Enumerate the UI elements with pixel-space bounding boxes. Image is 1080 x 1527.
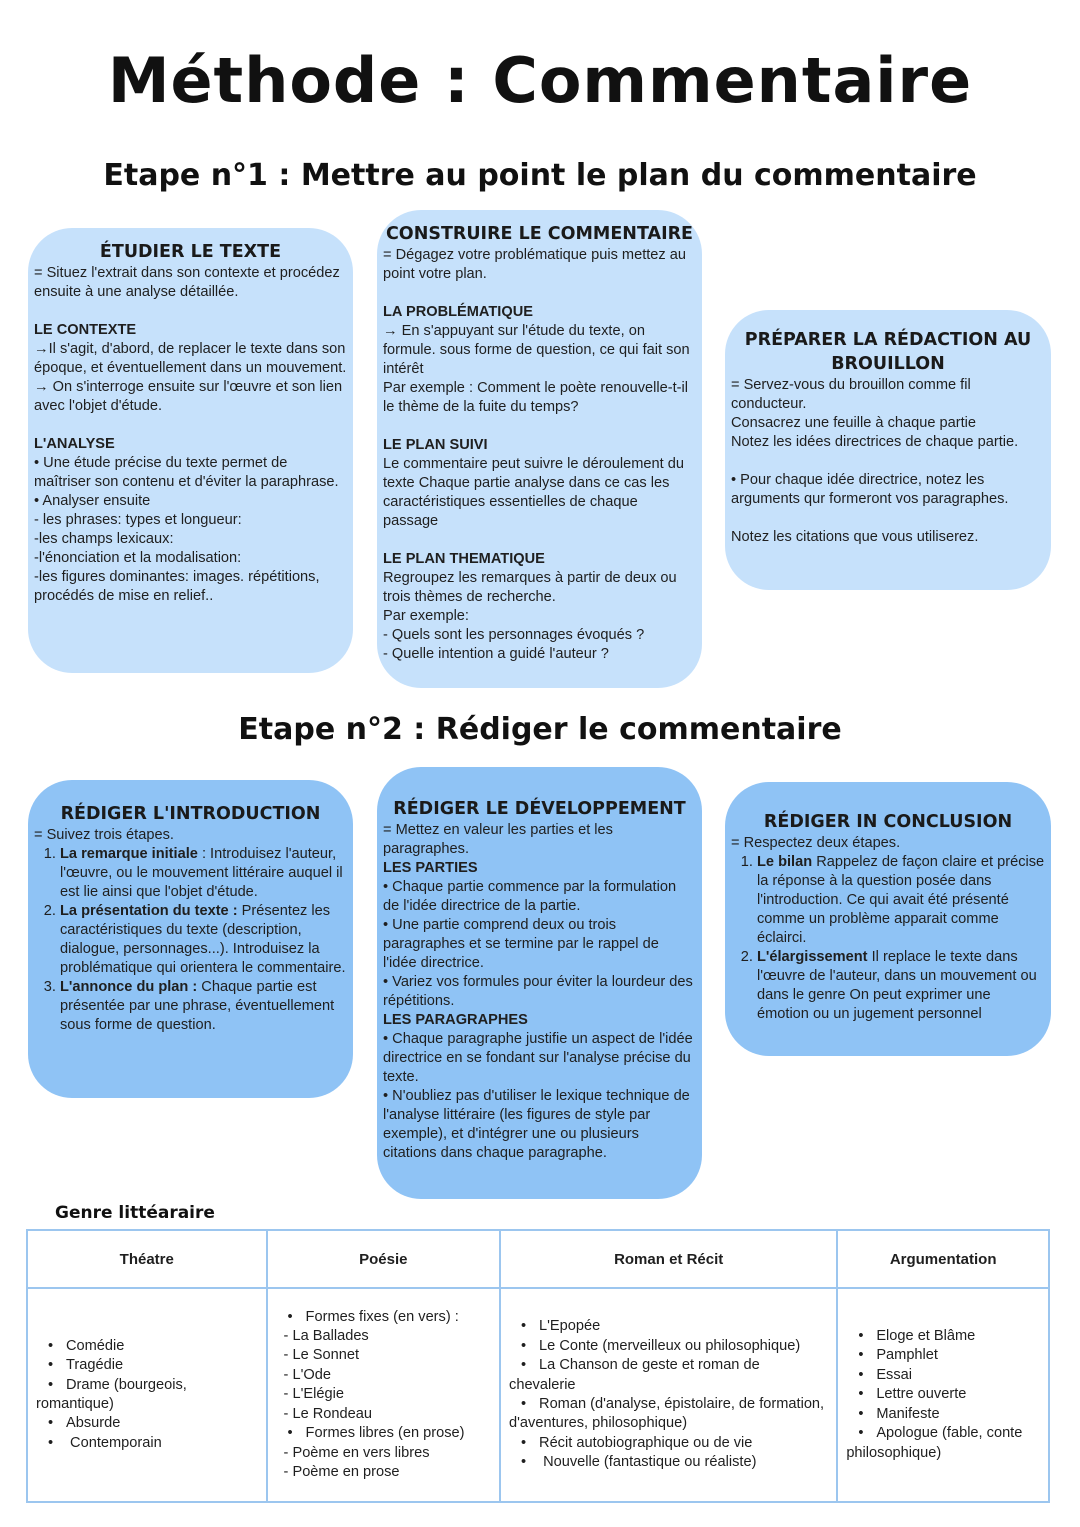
list-item [757, 948, 1045, 1024]
list-item: • Roman (d'analyse, épistolaire, de formation, d'aventures, philosophique) [509, 1395, 828, 1434]
table-row [27, 1288, 1049, 1502]
column-header: Roman et Récit [500, 1230, 837, 1288]
card-text: • Variez vos formules pour éviter la lourdeur des répétitions. [383, 974, 693, 1009]
card-heading: ÉTUDIER LE TEXTE [99, 242, 282, 262]
list-item: • L'Epopée [509, 1317, 828, 1336]
list-item: - L'Ode [283, 1366, 331, 1383]
item-bold: L'annonce du plan : [60, 979, 198, 995]
item-bold: La remarque initiale [60, 846, 198, 862]
card-heading: RÉDIGER IN CONCLUSION [763, 812, 1013, 832]
list-item: • Drame (bourgeois, romantique) [36, 1376, 258, 1415]
section-title: LA PROBLÉMATIQUE [383, 304, 533, 320]
card-text: Notez les idées directrices de chaque partie. [731, 434, 1019, 450]
list-item: - Le Rondeau [283, 1405, 372, 1422]
section-title: LES PARTIES [383, 860, 478, 876]
card-heading: RÉDIGER L'INTRODUCTION [60, 804, 321, 824]
card-heading: RÉDIGER LE DÉVELOPPEMENT [393, 799, 686, 819]
card-construire-le-commentaire [377, 210, 702, 688]
list-item: • Nouvelle (fantastique ou réaliste) [509, 1453, 828, 1472]
genre-table-label: Genre littéaraire [55, 1203, 215, 1223]
card-text: Par exemple: [383, 608, 469, 624]
list-item [60, 845, 347, 902]
list-item: - La Ballades [283, 1328, 369, 1345]
list-item: • Comédie [36, 1337, 258, 1356]
page-title: Méthode : Commentaire [107, 44, 973, 117]
card-text: -les champs lexicaux: [34, 531, 174, 547]
section-title: LE PLAN THEMATIQUE [383, 551, 545, 567]
card-text: • Analyser ensuite [34, 493, 151, 509]
card-text: Notez les citations que vous utiliserez. [731, 529, 979, 545]
item-text: : Introduisez l'auteur, l'œuvre, ou le mouvement littéraire auquel il est lie ainsi que l'objet d'étude. [60, 846, 343, 900]
card-text: Le commentaire peut suivre le déroulement du texte Chaque partie analyse dans ce cas les caractéristiques essentielles de chaque passage [383, 456, 684, 529]
card-text: = Servez-vous du brouillon comme fil conducteur. [731, 377, 971, 412]
item-text: Il replace le texte dans l'œuvre de l'auteur, dans un mouvement ou dans le genre On peut exprimer une émotion ou un jugement personnel [757, 949, 1037, 1022]
list-item: - Le Sonnet [283, 1347, 360, 1364]
table-cell-theatre [27, 1288, 267, 1502]
card-text: • Une étude précise du texte permet de maîtriser son contenu et d'éviter la paraphrase. [34, 455, 339, 490]
section-title: L'ANALYSE [34, 436, 115, 452]
list-item: • La Chanson de geste et roman de chevalerie [509, 1356, 828, 1395]
list-item: • Récit autobiographique ou de vie [509, 1434, 828, 1453]
card-text: - Quelle intention a guidé l'auteur ? [383, 646, 609, 662]
list-item: • Pamphlet [846, 1346, 1040, 1365]
column-header: Poésie [267, 1230, 500, 1288]
item-bold: L'élargissement [757, 949, 868, 965]
card-intro: = Dégagez votre problématique puis mettez au point votre plan. [383, 247, 686, 282]
card-rediger-conclusion [725, 782, 1051, 1056]
list-item: • Formes libres (en prose) [276, 1424, 491, 1443]
card-text: -les figures dominantes: images. répétitions, procédés de mise en relief.. [34, 569, 320, 604]
list-item: • Essai [846, 1366, 1040, 1385]
list-item [757, 853, 1045, 948]
card-text: Regroupez les remarques à partir de deux ou trois thèmes de recherche. [383, 570, 677, 605]
card-text: - les phrases: types et longueur: [34, 512, 242, 528]
item-text: Rappelez de façon claire et précise la réponse à la question posée dans l'introduction. Ce qui avait été présenté comme un problème apparait comme éclairci. [757, 854, 1045, 946]
step1-title: Etape n°1 : Mettre au point le plan du commentaire [103, 158, 977, 193]
item-text: Présentez les caractéristiques du texte (description, dialogue, personnages...). Introduisez la problématique qui orientera le commentaire. [60, 903, 346, 976]
card-text: • N'oubliez pas d'utiliser le lexique technique de l'analyse littéraire (les figures de style par exemple), et d'intégrer une ou plusieurs citations dans chaque paragraphe. [383, 1088, 690, 1161]
genre-table [26, 1229, 1050, 1503]
card-rediger-introduction [28, 780, 353, 1098]
column-header: Théatre [27, 1230, 267, 1288]
list-item [60, 902, 347, 978]
item-text: Chaque partie est présentée par une phrase, éventuellement sous forme de question. [60, 979, 335, 1033]
card-text: • Pour chaque idée directrice, notez les arguments qur formeront vos paragraphes. [731, 472, 1009, 507]
table-cell-roman [500, 1288, 837, 1502]
step2-title: Etape n°2 : Rédiger le commentaire [238, 712, 842, 747]
card-text: Par exemple : Comment le poète renouvelle-t-il le thème de la fuite du temps? [383, 380, 688, 415]
list-item: - Poème en vers libres [283, 1444, 430, 1461]
list-item: • Lettre ouverte [846, 1385, 1040, 1404]
list-item: • Manifeste [846, 1405, 1040, 1424]
card-heading: CONSTRUIRE LE COMMENTAIRE [385, 224, 694, 244]
section-title: LE PLAN SUIVI [383, 437, 488, 453]
card-intro: = Situez l'extrait dans son contexte et procédez ensuite à une analyse détaillée. [34, 265, 340, 300]
section-title: LE CONTEXTE [34, 322, 137, 338]
card-text: Consacrez une feuille à chaque partie [731, 415, 977, 431]
card-etudier-le-texte [28, 228, 353, 673]
card-preparer-la-redaction [725, 310, 1051, 590]
list-item: • Apologue (fable, conte philosophique) [846, 1424, 1040, 1463]
section-title: LES PARAGRAPHES [383, 1012, 528, 1028]
card-intro: = Mettez en valeur les parties et les paragraphes. [383, 822, 613, 857]
card-text: → On s'interroge ensuite sur l'œuvre et son lien avec l'objet d'étude. [34, 379, 343, 414]
list-item: - L'Elégie [283, 1386, 344, 1403]
card-rediger-developpement [377, 767, 702, 1199]
list-item: • Contemporain [36, 1434, 258, 1453]
card-text: -l'énonciation et la modalisation: [34, 550, 242, 566]
card-text: • Une partie comprend deux ou trois paragraphes et se termine par le rappel de l'idée directrice. [383, 917, 659, 971]
list-item: • Eloge et Blâme [846, 1327, 1040, 1346]
card-heading: PRÉPARER LA RÉDACTION AU BROUILLON [744, 330, 1032, 374]
card-text: • Chaque paragraphe justifie un aspect de l'idée directrice en se fondant sur l'analyse précise du texte. [383, 1031, 693, 1085]
table-cell-poesie [267, 1288, 500, 1502]
column-header: Argumentation [837, 1230, 1049, 1288]
item-bold: La présentation du texte : [60, 903, 238, 919]
list-item: • Formes fixes (en vers) : [276, 1308, 491, 1327]
card-intro: = Respectez deux étapes. [731, 835, 901, 851]
card-text: → En s'appuyant sur l'étude du texte, on formule. sous forme de question, ce qui fait son intérêt [383, 323, 690, 377]
table-cell-argumentation [837, 1288, 1049, 1502]
item-bold: Le bilan [757, 854, 813, 870]
list-item: • Tragédie [36, 1356, 258, 1375]
list-item [60, 978, 347, 1035]
table-header-row [27, 1230, 1049, 1288]
card-text: • Chaque partie commence par la formulation de l'idée directrice de la partie. [383, 879, 677, 914]
list-item: • Absurde [36, 1414, 258, 1433]
card-text: →Il s'agit, d'abord, de replacer le texte dans son époque, et éventuellement dans un mouvement. [34, 341, 347, 376]
card-intro: = Suivez trois étapes. [34, 827, 174, 843]
card-text: - Quels sont les personnages évoqués ? [383, 627, 645, 643]
list-item: - Poème en prose [283, 1463, 400, 1480]
list-item: • Le Conte (merveilleux ou philosophique) [509, 1337, 828, 1356]
